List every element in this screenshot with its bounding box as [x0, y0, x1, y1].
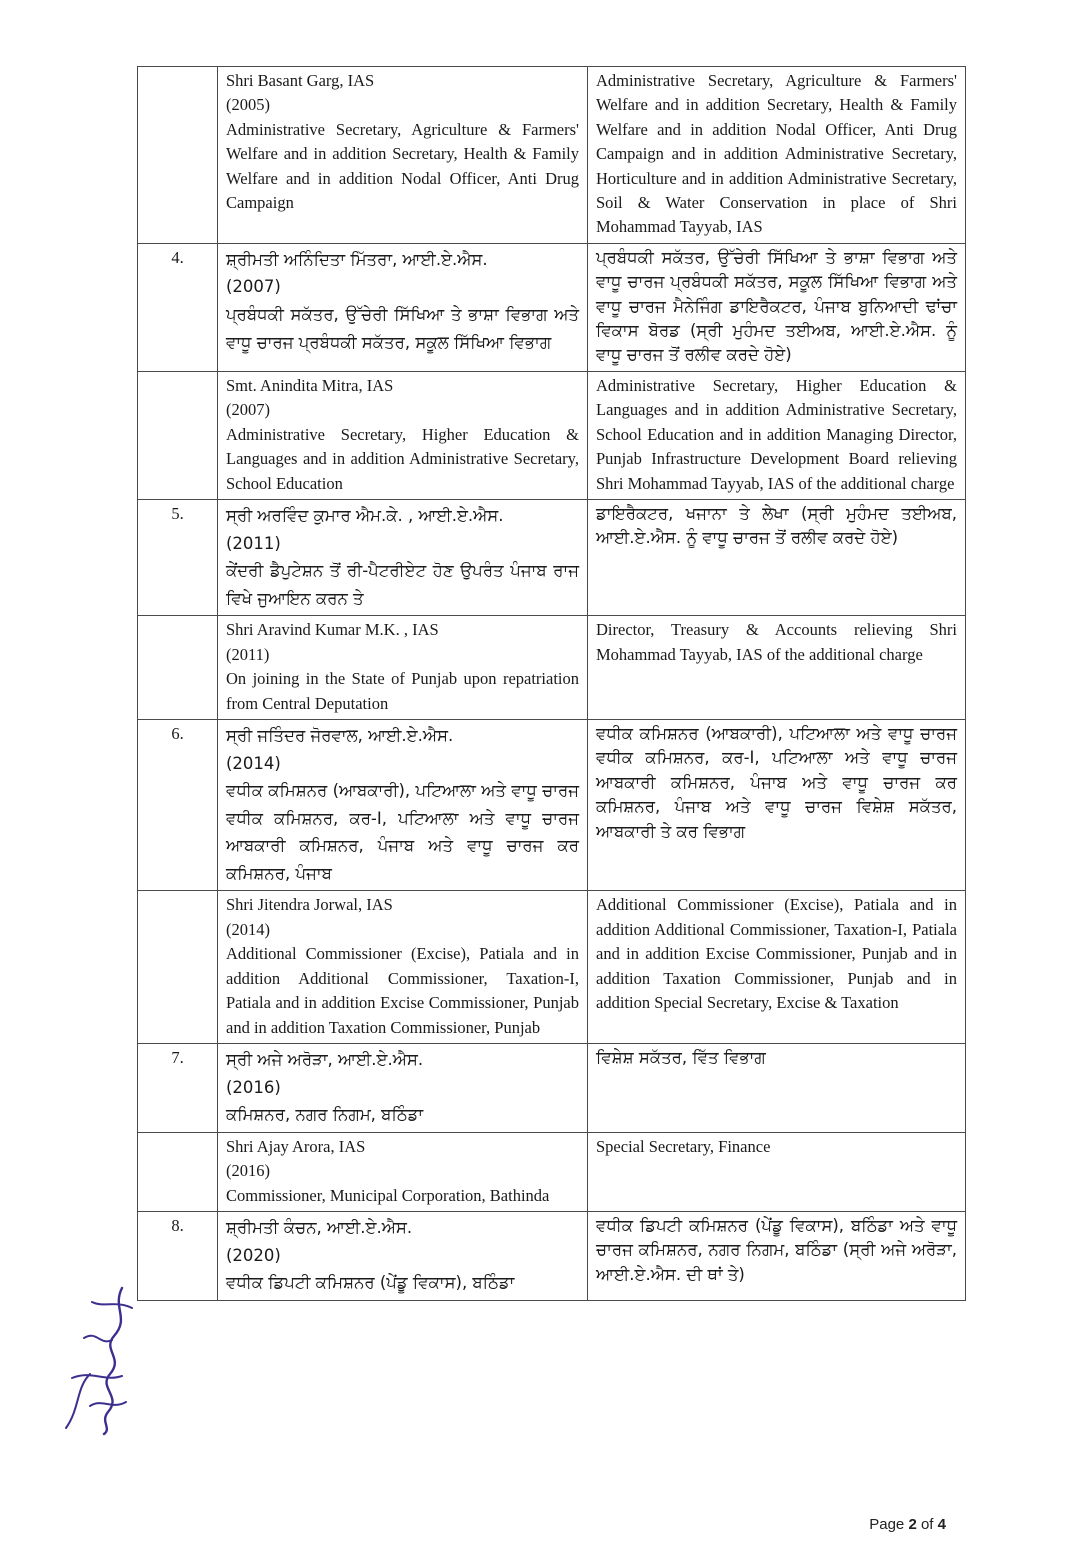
- new-posting: ਵਿਸ਼ੇਸ਼ ਸਕੱਤਰ, ਵਿੱਤ ਵਿਭਾਗ: [588, 1043, 966, 1132]
- officer-name: ਸ੍ਰੀ ਜਤਿੰਦਰ ਜੋਰਵਾਲ, ਆਈ.ਏ.ਐਸ.: [226, 725, 454, 745]
- officer-current-posting: [218, 1211, 588, 1300]
- batch-year: (2020): [226, 1245, 281, 1265]
- serial-number: 5.: [138, 499, 218, 615]
- new-posting: ਵਧੀਕ ਕਮਿਸ਼ਨਰ (ਆਬਕਾਰੀ), ਪਟਿਆਲਾ ਅਤੇ ਵਾਧੂ ਚਾਰਜ ਵਧੀਕ ਕਮਿਸ਼ਨਰ, ਕਰ-I, ਪਟਿਆਲਾ ਅਤੇ ਵਾਧੂ ਚਾਰਜ ਆਬਕਾਰੀ ਕਮਿਸ਼ਨਰ, ਪੰਜਾਬ ਅਤੇ ਵਾਧੂ ਚਾਰਜ ਕਰ ਕਮਿਸ਼ਨਰ, ਪੰਜਾਬ ਅਤੇ ਵਾਧੂ ਚਾਰਜ ਵਿਸ਼ੇਸ਼ ਸਕੱਤਰ, ਆਬਕਾਰੀ ਤੇ ਕਰ ਵਿਭਾਗ: [588, 719, 966, 891]
- officer-name: ਸ਼੍ਰੀਮਤੀ ਅਨਿੰਦਿਤਾ ਮਿੱਤਰਾ, ਆਈ.ਏ.ਐਸ.: [226, 249, 488, 269]
- table-row: [138, 1132, 966, 1211]
- table-row: [138, 371, 966, 499]
- new-posting: Director, Treasury & Accounts relieving Shri Mohammad Tayyab, IAS of the additional charge: [588, 616, 966, 720]
- officer-current-posting: [218, 1043, 588, 1132]
- officer-name: Shri Basant Garg, IAS: [226, 71, 375, 90]
- table-row: [138, 1211, 966, 1300]
- current-posting: Administrative Secretary, Higher Education & Languages and in addition Administrative Secretary, School Education: [226, 424, 579, 493]
- officer-current-posting: [218, 616, 588, 720]
- table-row: [138, 891, 966, 1043]
- officer-current-posting: [218, 371, 588, 499]
- current-posting: Commissioner, Municipal Corporation, Bathinda: [226, 1185, 550, 1205]
- current-posting: Administrative Secretary, Agriculture & Farmers' Welfare and in addition Secretary, Health & Family Welfare and in addition Nodal Officer, Anti Drug Campaign: [226, 119, 579, 213]
- handwritten-signature: [52, 1278, 142, 1438]
- table-row: [138, 616, 966, 720]
- batch-year: (2007): [226, 400, 270, 420]
- serial-number: 8.: [138, 1211, 218, 1300]
- serial-number: [138, 1132, 218, 1211]
- batch-year: (2014): [226, 919, 270, 939]
- officer-name: Shri Aravind Kumar M.K. , IAS: [226, 620, 439, 640]
- new-posting: Administrative Secretary, Agriculture & Farmers' Welfare and in addition Secretary, Health & Family Welfare and in addition Nodal Officer, Anti Drug Campaign and in addition Administrative Secretary, Horticulture and in addition Administrative Secretary, Soil & Water Conservation in place of Shri Mohammad Tayyab, IAS: [588, 67, 966, 244]
- batch-year: (2011): [226, 533, 281, 553]
- new-posting: ਡਾਇਰੈਕਟਰ, ਖਜਾਨਾ ਤੇ ਲੇਖਾ (ਸ੍ਰੀ ਮੁਹੰਮਦ ਤਈਅਬ, ਆਈ.ਏ.ਐਸ. ਨੂੰ ਵਾਧੂ ਚਾਰਜ ਤੋਂ ਰਲੀਵ ਕਰਦੇ ਹੋਏ): [588, 499, 966, 615]
- page-of: of: [920, 1516, 934, 1533]
- new-posting: Special Secretary, Finance: [588, 1132, 966, 1211]
- officer-current-posting: [218, 1132, 588, 1211]
- serial-number: 7.: [138, 1043, 218, 1132]
- officer-current-posting: [218, 719, 588, 891]
- page-current: 2: [908, 1516, 917, 1533]
- batch-year: (2007): [226, 277, 281, 297]
- new-posting: Administrative Secretary, Higher Education & Languages and in addition Administrative Secretary, School Education and in addition Managing Director, Punjab Infrastructure Development Board relieving Shri Mohammad Tayyab, IAS of the additional charge: [588, 371, 966, 499]
- officer-name: ਸ੍ਰੀ ਅਜੇ ਅਰੋੜਾ, ਆਈ.ਏ.ਐਸ.: [226, 1049, 424, 1069]
- serial-number: [138, 891, 218, 1043]
- officer-current-posting: [218, 67, 588, 244]
- officer-name: Smt. Anindita Mitra, IAS: [226, 375, 394, 395]
- current-posting: ਪ੍ਰਬੰਧਕੀ ਸਕੱਤਰ, ਉੱਚੇਰੀ ਸਿੱਖਿਆ ਤੇ ਭਾਸ਼ਾ ਵਿਭਾਗ ਅਤੇ ਵਾਧੂ ਚਾਰਜ ਪ੍ਰਬੰਧਕੀ ਸਕੱਤਰ, ਸਕੂਲ ਸਿੱਖਿਆ ਵਿਭਾਗ: [226, 305, 579, 352]
- table-row: [138, 243, 966, 371]
- page-total: 4: [937, 1516, 946, 1533]
- serial-number: 6.: [138, 719, 218, 891]
- current-posting: ਕੇਂਦਰੀ ਡੈਪੁਟੇਸ਼ਨ ਤੋਂ ਰੀ-ਪੈਟਰੀਏਟ ਹੋਣ ਉਪਰੰਤ ਪੰਜਾਬ ਰਾਜ ਵਿਖੇ ਜੁਆਇਨ ਕਰਨ ਤੇ: [226, 561, 579, 608]
- table-row: [138, 67, 966, 244]
- current-posting: On joining in the State of Punjab upon repatriation from Central Deputation: [226, 669, 579, 713]
- batch-year: (2016): [226, 1077, 281, 1097]
- new-posting: ਪ੍ਰਬੰਧਕੀ ਸਕੱਤਰ, ਉੱਚੇਰੀ ਸਿੱਖਿਆ ਤੇ ਭਾਸ਼ਾ ਵਿਭਾਗ ਅਤੇ ਵਾਧੂ ਚਾਰਜ ਪ੍ਰਬੰਧਕੀ ਸਕੱਤਰ, ਸਕੂਲ ਸਿੱਖਿਆ ਵਿਭਾਗ ਅਤੇ ਵਾਧੂ ਚਾਰਜ ਮੈਨੇਜਿੰਗ ਡਾਇਰੈਕਟਰ, ਪੰਜਾਬ ਬੁਨਿਆਦੀ ਢਾਂਚਾ ਵਿਕਾਸ ਬੋਰਡ (ਸ੍ਰੀ ਮੁਹੰਮਦ ਤਈਅਬ, ਆਈ.ਏ.ਐਸ. ਨੂੰ ਵਾਧੂ ਚਾਰਜ ਤੋਂ ਰਲੀਵ ਕਰਦੇ ਹੋਏ): [588, 243, 966, 371]
- batch-year: (2011): [226, 644, 270, 664]
- current-posting: ਵਧੀਕ ਡਿਪਟੀ ਕਮਿਸ਼ਨਰ (ਪੇਂਡੂ ਵਿਕਾਸ), ਬਠਿੰਡਾ: [226, 1273, 515, 1293]
- serial-number: [138, 371, 218, 499]
- table-row: [138, 1043, 966, 1132]
- serial-number: [138, 67, 218, 244]
- new-posting: ਵਧੀਕ ਡਿਪਟੀ ਕਮਿਸ਼ਨਰ (ਪੇਂਡੂ ਵਿਕਾਸ), ਬਠਿੰਡਾ ਅਤੇ ਵਾਧੂ ਚਾਰਜ ਕਮਿਸ਼ਨਰ, ਨਗਰ ਨਿਗਮ, ਬਠਿੰਡਾ (ਸ੍ਰੀ ਅਜੇ ਅਰੋੜਾ, ਆਈ.ਏ.ਐਸ. ਦੀ ਥਾਂ ਤੇ): [588, 1211, 966, 1300]
- officer-name: ਸ੍ਰੀ ਅਰਵਿੰਦ ਕੁਮਾਰ ਐਮ.ਕੇ. , ਆਈ.ਏ.ਐਸ.: [226, 505, 504, 525]
- current-posting: ਵਧੀਕ ਕਮਿਸ਼ਨਰ (ਆਬਕਾਰੀ), ਪਟਿਆਲਾ ਅਤੇ ਵਾਧੂ ਚਾਰਜ ਵਧੀਕ ਕਮਿਸ਼ਨਰ, ਕਰ-I, ਪਟਿਆਲਾ ਅਤੇ ਵਾਧੂ ਚਾਰਜ ਆਬਕਾਰੀ ਕਮਿਸ਼ਨਰ, ਪੰਜਾਬ ਅਤੇ ਵਾਧੂ ਚਾਰਜ ਕਰ ਕਮਿਸ਼ਨਰ, ਪੰਜਾਬ: [226, 781, 579, 883]
- current-posting: Additional Commissioner (Excise), Patiala and in addition Additional Commissioner, Taxation-I, Patiala and in addition Excise Commissioner, Punjab and in addition Taxation Commissioner, Punjab: [226, 944, 579, 1037]
- current-posting: ਕਮਿਸ਼ਨਰ, ਨਗਰ ਨਿਗਮ, ਬਠਿੰਡਾ: [226, 1105, 424, 1125]
- page-label: Page: [869, 1516, 905, 1533]
- table-row: [138, 499, 966, 615]
- batch-year: (2016): [226, 1161, 270, 1181]
- page-footer: [869, 1516, 946, 1533]
- table-body: [138, 67, 966, 1301]
- transfer-orders-table: [137, 66, 966, 1301]
- officer-current-posting: [218, 243, 588, 371]
- batch-year: (2005): [226, 95, 270, 115]
- batch-year: (2014): [226, 753, 281, 773]
- officer-current-posting: [218, 891, 588, 1043]
- new-posting: Additional Commissioner (Excise), Patiala and in addition Additional Commissioner, Taxation-I, Patiala and in addition Excise Commissioner, Punjab and in addition Taxation Commissioner, Punjab and in addition Special Secretary, Excise & Taxation: [588, 891, 966, 1043]
- officer-name: Shri Jitendra Jorwal, IAS: [226, 895, 393, 915]
- officer-name: ਸ਼੍ਰੀਮਤੀ ਕੰਚਨ, ਆਈ.ਏ.ਐਸ.: [226, 1217, 413, 1237]
- serial-number: 4.: [138, 243, 218, 371]
- officer-current-posting: [218, 499, 588, 615]
- serial-number: [138, 616, 218, 720]
- officer-name: Shri Ajay Arora, IAS: [226, 1136, 366, 1156]
- table-row: [138, 719, 966, 891]
